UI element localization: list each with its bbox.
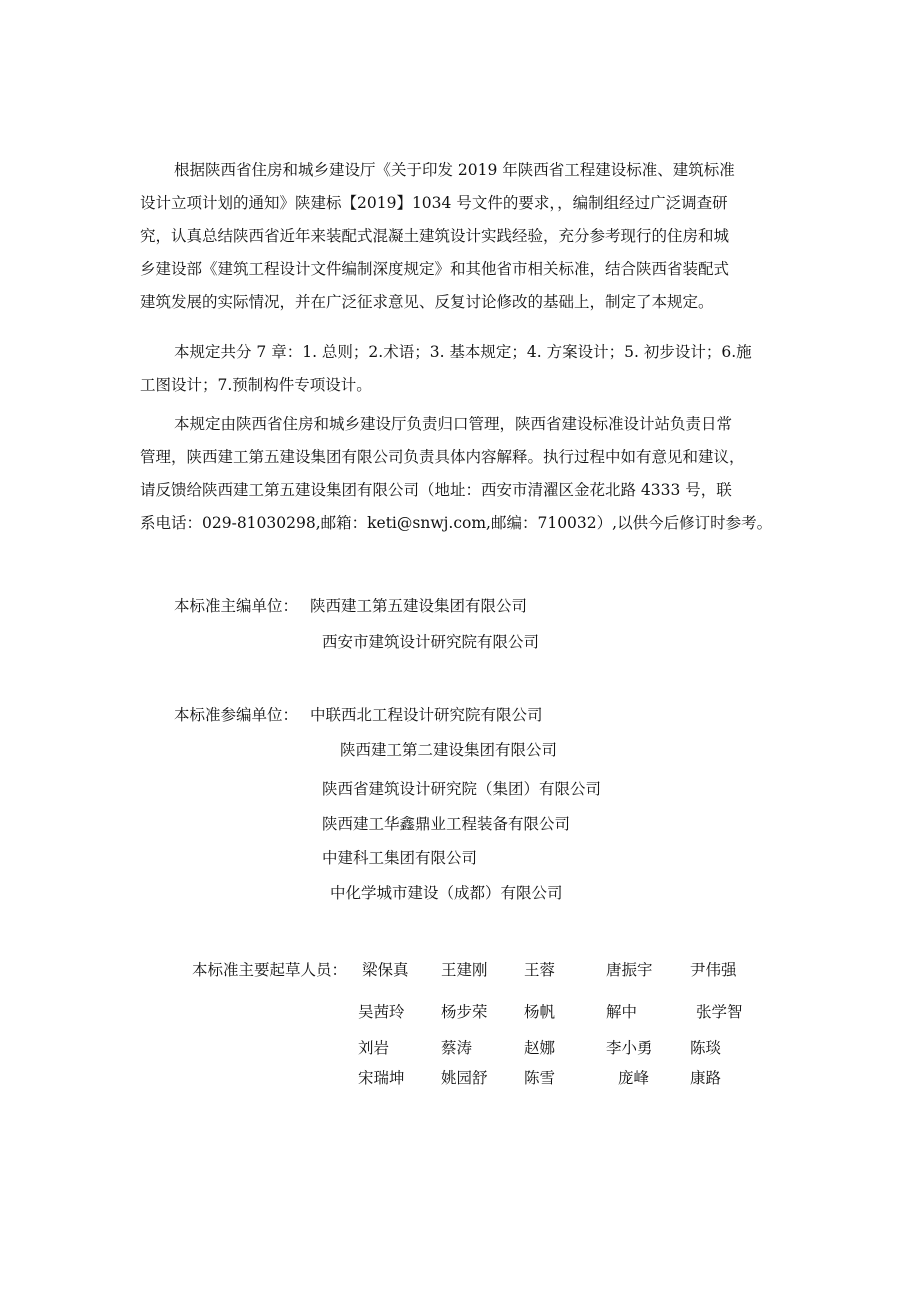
- participating-unit: 陕西建工华鑫鼎业工程装备有限公司: [322, 815, 571, 833]
- paragraph-line: 工图设计；7.预制构件专项设计。: [140, 376, 372, 394]
- drafter-name: 梁保真: [362, 961, 409, 979]
- drafter-name: 庞峰: [618, 1069, 650, 1087]
- drafter-name: 杨帆: [524, 1003, 556, 1021]
- drafter-name: 张学智: [696, 1003, 743, 1021]
- drafter-name: 解中: [606, 1003, 638, 1021]
- paragraph-line: 管理，陕西建工第五建设集团有限公司负责具体内容解释。执行过程中如有意见和建议，: [140, 448, 745, 466]
- participating-unit: 陕西建工第二建设集团有限公司: [340, 741, 558, 759]
- drafter-name: 王建刚: [441, 961, 488, 979]
- drafter-name: 王蓉: [524, 961, 556, 979]
- paragraph-line: 根据陕西省住房和城乡建设厅《关于印发 2019 年陕西省工程建设标准、建筑标准: [174, 161, 735, 179]
- drafter-name: 宋瑞坤: [358, 1069, 405, 1087]
- drafter-name: 李小勇: [606, 1039, 653, 1057]
- paragraph-line: 究，认真总结陕西省近年来装配式混凝土建筑设计实践经验，充分参考现行的住房和城: [140, 227, 730, 245]
- preface-paragraph-1: [140, 154, 780, 319]
- drafter-name: 蔡涛: [441, 1039, 473, 1057]
- paragraph-line: 设计立项计划的通知》陕建标【2019】1034 号文件的要求，，编制组经过广泛调查研: [140, 194, 728, 212]
- preface-paragraph-2: [140, 336, 780, 402]
- paragraph-line: 本规定共分 7 章：1. 总则；2.术语；3. 基本规定；4. 方案设计；5. 初步设计；6.施: [174, 343, 752, 361]
- drafter-name: 尹伟强: [690, 961, 737, 979]
- drafter-name: 陈雪: [524, 1069, 556, 1087]
- drafter-name: 杨步荣: [441, 1003, 488, 1021]
- participating-unit: 陕西省建筑设计研究院（集团）有限公司: [322, 780, 602, 798]
- drafter-name: 吴茜玲: [358, 1003, 405, 1021]
- drafter-name: 唐振宇: [606, 961, 653, 979]
- chief-unit: 西安市建筑设计研究院有限公司: [322, 633, 540, 651]
- participating-unit: 中联西北工程设计研究院有限公司: [310, 706, 543, 724]
- drafters-label: 本标准主要起草人员：: [192, 961, 348, 979]
- drafter-name: 康路: [690, 1069, 722, 1087]
- drafter-name: 陈琰: [690, 1039, 722, 1057]
- paragraph-line: 请反馈给陕西建工第五建设集团有限公司（地址：西安市清濯区金花北路 4333 号，联: [140, 481, 732, 499]
- drafter-name: 赵娜: [524, 1039, 556, 1057]
- drafter-name: 姚园舒: [441, 1069, 488, 1087]
- paragraph-line: 系电话：029-81030298,邮箱：keti@snwj.com,邮编：710032）,以供今后修订时参考。: [140, 514, 773, 532]
- participating-unit: 中化学城市建设（成都）有限公司: [330, 884, 563, 902]
- chief-unit: 陕西建工第五建设集团有限公司: [310, 597, 528, 615]
- paragraph-line: 乡建设部《建筑工程设计文件编制深度规定》和其他省市相关标准，结合陕西省装配式: [140, 260, 730, 278]
- preface-paragraph-3: [140, 408, 780, 540]
- participating-units-label: 本标准参编单位：: [174, 706, 299, 724]
- paragraph-line: 本规定由陕西省住房和城乡建设厅负责归口管理，陕西省建设标准设计站负责日常: [174, 415, 733, 433]
- chief-units-label: 本标准主编单位：: [174, 597, 299, 615]
- participating-unit: 中建科工集团有限公司: [322, 849, 478, 867]
- drafter-name: 刘岩: [358, 1039, 390, 1057]
- paragraph-line: 建筑发展的实际情况，并在广泛征求意见、反复讨论修改的基础上，制定了本规定。: [140, 293, 714, 311]
